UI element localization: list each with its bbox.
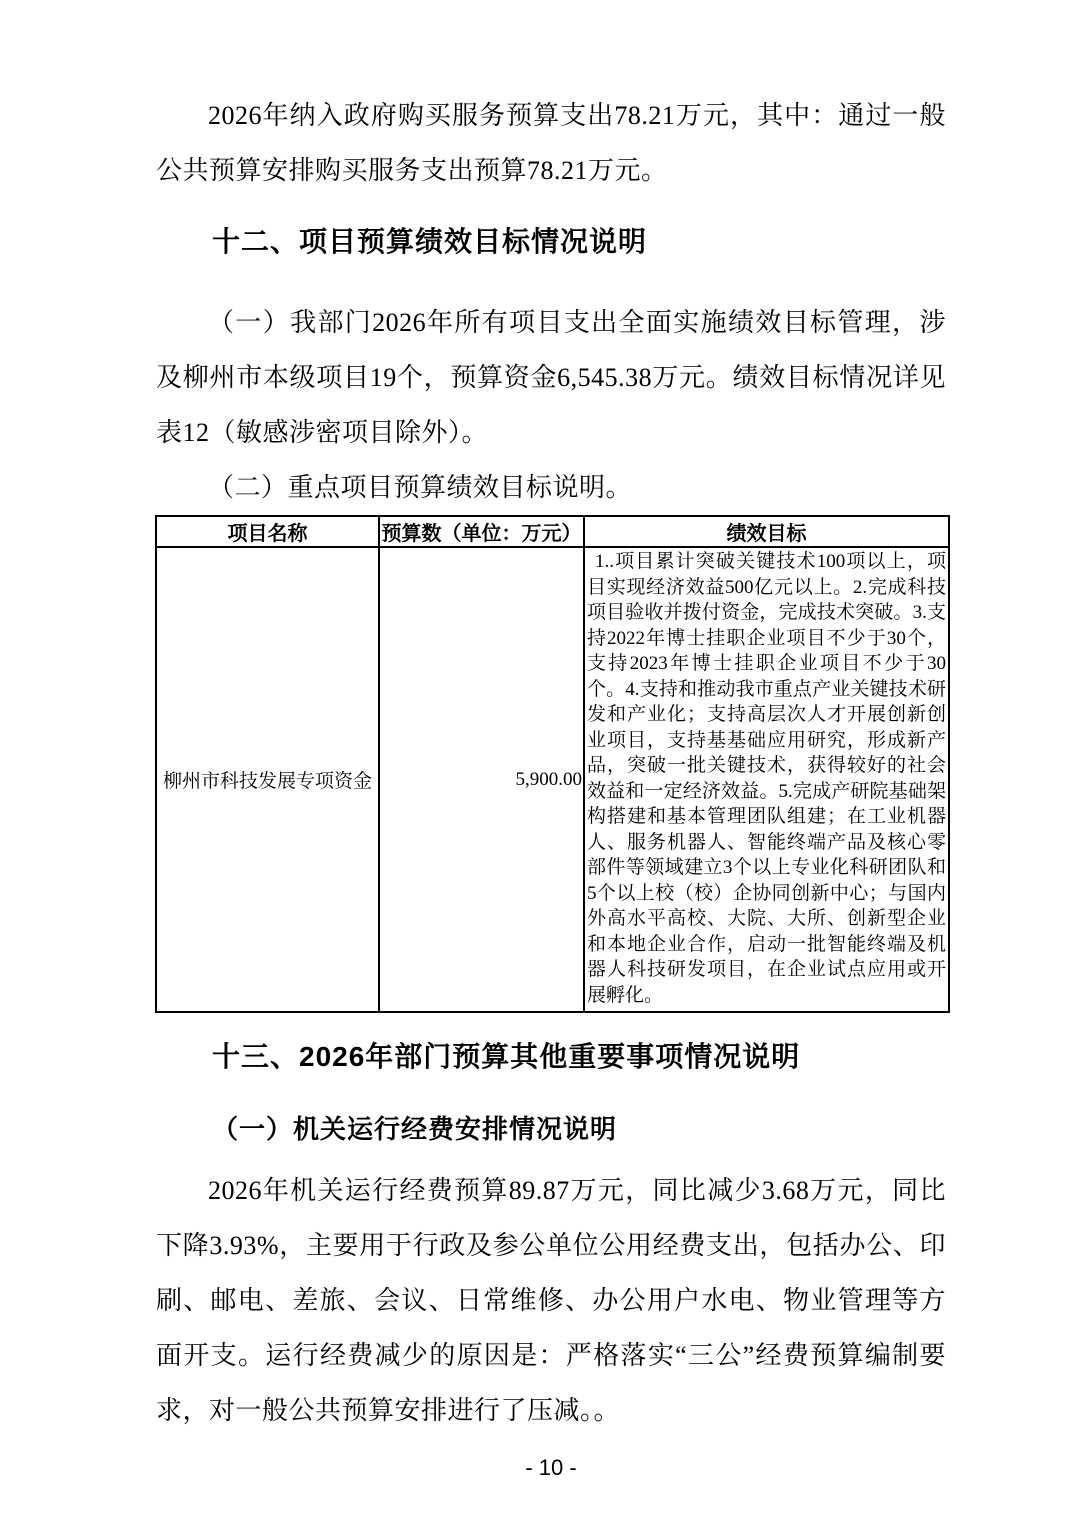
section-13-heading: 十三、2026年部门预算其他重要事项情况说明 [212,1041,801,1072]
table-header-row [156,516,949,547]
column-header-performance-target: 绩效目标 [584,516,949,547]
table-row [156,547,949,1012]
column-header-project-name: 项目名称 [156,516,379,547]
section-13-sub1-heading: （一）机关运行经费安排情况说明 [212,1115,618,1144]
project-name-cell: 柳州市科技发展专项资金 [156,547,379,1012]
document-page [156,88,946,1482]
section-12-heading: 十二、项目预算绩效目标情况说明 [212,226,648,257]
performance-target-table [155,515,950,1013]
page-number: - 10 - [525,1455,577,1480]
section-12-paragraph-2: （二）重点项目预算绩效目标说明。 [208,473,633,502]
section-13-paragraph-1: 2026年机关运行经费预算89.87万元，同比减少3.68万元，同比下降3.93%，主要用于行政及参公单位公用经费支出，包括办公、印刷、邮电、差旅、会议、日常维修、办公用户水电、物业管理等方面开支。运行经费减少的原因是：严格落实“三公”经费预算编制要求，对一般公共预算安排进行了压减。。 [156,1176,946,1425]
performance-target-cell: 1..项目累计突破关键技术100项以上，项目实现经济效益500亿元以上。2.完成科技项目验收并拨付资金，完成技术突破。3.支持2022年博士挂职企业项目不少于30个，支持2023年博士挂职企业项目不少于30个。4.支持和推动我市重点产业关键技术研发和产业化；支持高层次人才开展创新创业项目，支持基基础应用研究，形成新产品，突破一批关键技术，获得较好的社会效益和一定经济效益。5.完成产研院基础架构搭建和基本管理团队组建；在工业机器人、服务机器人、智能终端产品及核心零部件等领域建立3个以上专业化科研团队和5个以上校（校）企协同创新中心；与国内外高水平高校、大院、大所、创新型企业和本地企业合作，启动一批智能终端及机器人科技研发项目，在企业试点应用或开展孵化。 [584,547,949,1012]
budget-amount-cell: 5,900.00 [379,547,584,1012]
column-header-budget-amount: 预算数（单位：万元） [379,516,584,547]
paragraph-gov-purchase-budget: 2026年纳入政府购买服务预算支出78.21万元，其中：通过一般公共预算安排购买服务支出预算78.21万元。 [156,101,946,185]
section-12-paragraph-1: （一）我部门2026年所有项目支出全面实施绩效目标管理，涉及柳州市本级项目19个，预算资金6,545.38万元。绩效目标情况详见表12（敏感涉密项目除外）。 [156,308,946,447]
